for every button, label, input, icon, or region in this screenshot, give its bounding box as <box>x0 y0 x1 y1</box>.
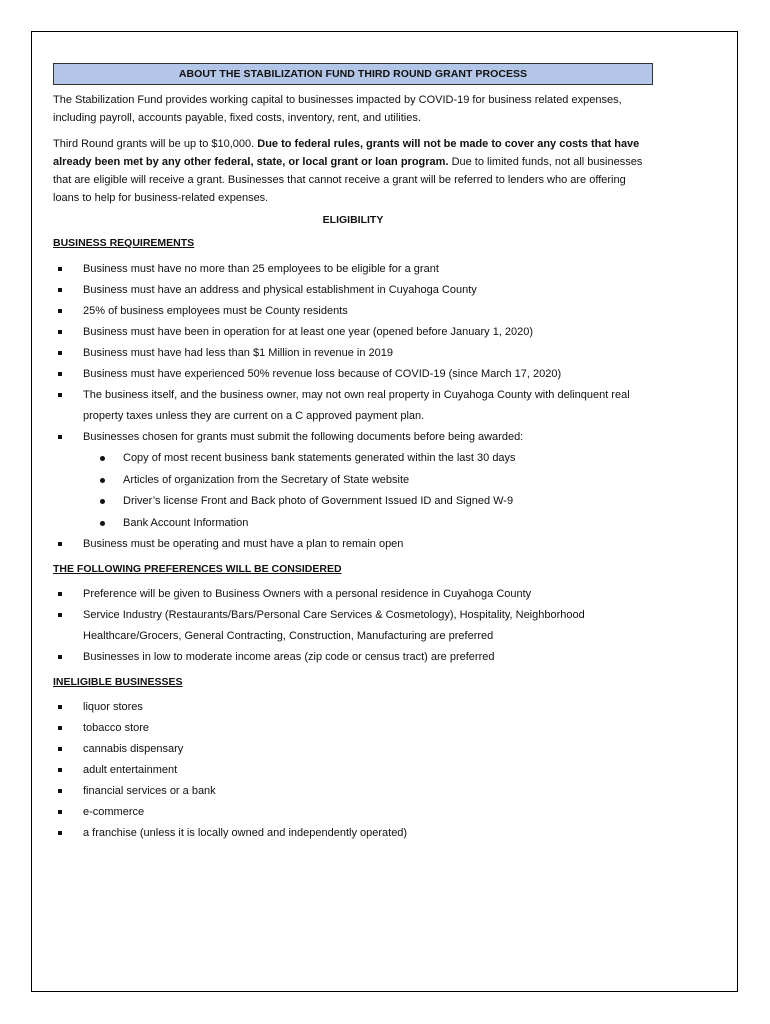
list-item: cannabis dispensary <box>53 739 653 760</box>
grant-paragraph <box>53 135 653 207</box>
list-item: financial services or a bank <box>53 781 653 802</box>
document-item: Articles of organization from the Secretary of State website <box>53 470 653 492</box>
ineligible-list <box>53 697 653 844</box>
square-bullet-icon <box>58 435 62 439</box>
intro-paragraph: The Stabilization Fund provides working capital to businesses impacted by COVID-19 for business related expenses, including payroll, accounts payable, fixed costs, inventory, rent, and utilities. <box>53 94 622 124</box>
list-item: Business must have had less than $1 Million in revenue in 2019 <box>53 343 653 364</box>
business-requirements-heading: BUSINESS REQUIREMENTS <box>53 237 195 249</box>
square-bullet-icon <box>58 330 62 334</box>
grant-lead: Third Round grants will be up to $10,000. <box>53 138 258 150</box>
document-content <box>53 63 653 844</box>
square-bullet-icon <box>58 705 62 709</box>
square-bullet-icon <box>58 267 62 271</box>
round-bullet-icon <box>100 456 105 461</box>
grant-tail: Due to limited funds, not all businesses that are eligible will receive a grant. Businesses that cannot receive a grant will be referred to lenders who are offering loans to help for business-related expenses. <box>53 156 643 204</box>
preferences-heading: THE FOLLOWING PREFERENCES WILL BE CONSIDERED <box>53 563 342 575</box>
list-item: a franchise (unless it is locally owned and independently operated) <box>53 823 653 844</box>
square-bullet-icon <box>58 393 62 397</box>
square-bullet-icon <box>58 288 62 292</box>
ineligible-heading: INELIGIBLE BUSINESSES <box>53 676 183 688</box>
grant-bold: Due to federal rules, grants will not be made to cover any costs that have already been met by any other federal, state, or local grant or loan program. <box>53 138 640 168</box>
square-bullet-icon <box>58 613 62 617</box>
list-item: liquor stores <box>53 697 653 718</box>
list-item: Business must have an address and physical establishment in Cuyahoga County <box>53 280 653 301</box>
round-bullet-icon <box>100 499 105 504</box>
document-item: Copy of most recent business bank statements generated within the last 30 days <box>53 448 653 470</box>
list-item: Business must have experienced 50% revenue loss because of COVID-19 (since March 17, 2020) <box>53 364 653 385</box>
list-item: Business must be operating and must have a plan to remain open <box>53 534 653 555</box>
list-item: e-commerce <box>53 802 653 823</box>
square-bullet-icon <box>58 747 62 751</box>
square-bullet-icon <box>58 655 62 659</box>
square-bullet-icon <box>58 309 62 313</box>
square-bullet-icon <box>58 351 62 355</box>
square-bullet-icon <box>58 768 62 772</box>
banner-title: ABOUT THE STABILIZATION FUND THIRD ROUND GRANT PROCESS <box>53 63 653 85</box>
square-bullet-icon <box>58 789 62 793</box>
list-item: Service Industry (Restaurants/Bars/Personal Care Services & Cosmetology), Hospitality, Neighborhood Healthcare/Grocers, General Contracting, Construction, Manufacturing are preferred <box>53 605 653 647</box>
square-bullet-icon <box>58 592 62 596</box>
document-item: Bank Account Information <box>53 513 653 535</box>
required-documents-list <box>83 448 653 534</box>
list-item: Business must have been in operation for at least one year (opened before January 1, 2020) <box>53 322 653 343</box>
square-bullet-icon <box>58 810 62 814</box>
list-item: Business must have no more than 25 employees to be eligible for a grant <box>53 259 653 280</box>
preferences-list <box>53 584 653 668</box>
list-item: Businesses chosen for grants must submit the following documents before being awarded: Copy of most recent business bank statements generated within the last 30 days Articles of organization from the Secretary of State website Driver’s license Front and Back photo of Government Issued ID and Signed W-9 Bank Account Information <box>53 427 653 534</box>
business-requirements-list <box>53 259 653 555</box>
round-bullet-icon <box>100 478 105 483</box>
list-item: adult entertainment <box>53 760 653 781</box>
square-bullet-icon <box>58 831 62 835</box>
round-bullet-icon <box>100 521 105 526</box>
square-bullet-icon <box>58 372 62 376</box>
square-bullet-icon <box>58 542 62 546</box>
list-item: Businesses in low to moderate income areas (zip code or census tract) are preferred <box>53 647 653 668</box>
list-item: Preference will be given to Business Owners with a personal residence in Cuyahoga County <box>53 584 653 605</box>
list-item: The business itself, and the business owner, may not own real property in Cuyahoga County with delinquent real property taxes unless they are current on a C approved payment plan. <box>53 385 653 427</box>
square-bullet-icon <box>58 726 62 730</box>
document-item: Driver’s license Front and Back photo of Government Issued ID and Signed W-9 <box>53 491 653 513</box>
eligibility-heading: ELIGIBILITY <box>322 214 384 226</box>
list-item: tobacco store <box>53 718 653 739</box>
list-item: 25% of business employees must be County residents <box>53 301 653 322</box>
